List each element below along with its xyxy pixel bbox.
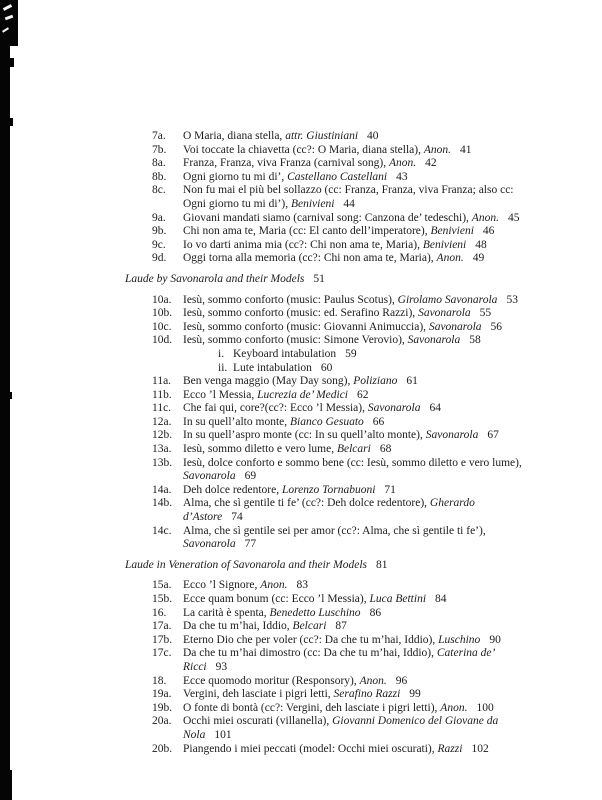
entry-page: 55 xyxy=(479,307,492,320)
entry-page: 100 xyxy=(476,701,494,714)
entry-number: 15a. xyxy=(152,579,172,592)
entry-page: 60 xyxy=(320,361,333,374)
entry-title xyxy=(183,130,358,142)
entry-title-text: O Maria, diana stella, xyxy=(183,130,286,142)
entry-attribution: Razzi xyxy=(437,742,463,755)
entry-number: 17b. xyxy=(152,633,173,646)
entry-page: 58 xyxy=(469,334,481,347)
toc-entry xyxy=(152,225,536,239)
entry-title xyxy=(183,634,480,646)
entry-attribution: Castellano Castellani xyxy=(287,170,388,183)
entry-page: 56 xyxy=(490,320,503,333)
entry-title xyxy=(233,348,336,360)
entry-title xyxy=(183,321,482,333)
entry-title-text: Iesù, sommo conforto (music: Paulus Scotus), xyxy=(183,293,398,306)
entry-page: 68 xyxy=(379,443,392,456)
entry-number: 19b. xyxy=(152,701,173,714)
entry-attribution: Anon. xyxy=(388,157,417,170)
entry-title xyxy=(183,157,416,169)
entry-title xyxy=(183,743,462,755)
table-of-contents xyxy=(125,130,536,756)
entry-title xyxy=(233,362,312,374)
entry-title-text: Che fai qui, core?(cc?: Ecco ’l Messia), xyxy=(183,402,368,415)
entry-title-text: O fonte di bontà (cc?: Vergini, deh lasciate i pigri letti), xyxy=(183,701,441,714)
entry-title xyxy=(183,334,460,346)
entry-attribution: Anon. xyxy=(423,143,452,156)
entry-title-text: Ben venga maggio (May Day song), xyxy=(183,375,354,388)
toc-entry xyxy=(152,144,536,158)
entry-page: 77 xyxy=(244,538,257,551)
entry-title xyxy=(183,484,375,496)
entry-title-text: Iesù, sommo conforto (music: Simone Verovio), xyxy=(183,334,408,347)
entry-title-text: Oggi torna alla memoria (cc?: Chi non ama te, Maria), xyxy=(183,252,437,265)
section-heading-text: Laude in Veneration of Savonarola and their Models xyxy=(125,558,368,571)
toc-entry xyxy=(152,715,536,742)
entry-attribution: Anon. xyxy=(440,701,468,714)
section-heading xyxy=(125,559,536,573)
toc-entry xyxy=(152,443,536,457)
toc-entry xyxy=(152,457,536,484)
entry-page: 67 xyxy=(487,429,499,442)
entry-attribution: Belcari xyxy=(292,620,327,633)
scan-edge-artifact xyxy=(0,118,13,126)
entry-number: 11a. xyxy=(152,375,172,388)
entry-attribution: Savonarola xyxy=(183,470,236,483)
entry-page: 53 xyxy=(506,293,518,306)
entry-attribution: Anon. xyxy=(436,252,464,265)
toc-entry xyxy=(152,525,536,552)
entry-title xyxy=(183,675,387,687)
entry-number: 13a. xyxy=(152,443,172,456)
entry-attribution: Lucrezia de’ Medici xyxy=(257,388,349,401)
toc-entry xyxy=(152,321,536,335)
entry-title-text: Ecco ’l Signore, xyxy=(183,579,261,592)
entry-number: 9d. xyxy=(152,252,167,265)
entry-number: 8c. xyxy=(152,184,166,197)
entry-title xyxy=(183,647,494,673)
entry-title-text: Ecce quam bonum (cc: Ecco ’l Messia), xyxy=(183,593,370,605)
entry-title xyxy=(183,457,522,483)
toc-entry xyxy=(152,157,536,171)
entry-title xyxy=(183,375,397,387)
entry-title-text: Io vo darti anima mia (cc?: Chi non ama te, Maria), xyxy=(183,238,423,251)
entry-title-text: Ecco ’l Messia, xyxy=(183,388,258,401)
entry-page: 90 xyxy=(489,633,501,646)
entry-title-text: Giovani mandati siamo (carnival song: Canzona de’ tedeschi), xyxy=(183,211,472,224)
entry-page: 93 xyxy=(215,660,228,673)
toc-entry xyxy=(152,702,536,716)
entry-title-text: Da che tu m’hai, Iddio, xyxy=(183,620,293,633)
entry-number: ii. xyxy=(218,361,228,374)
entry-page: 44 xyxy=(343,197,355,210)
entry-title xyxy=(183,252,464,264)
entry-title-text: Alma, che sì gentile ti fe’ (cc?: Deh dolce redentore), xyxy=(183,497,430,510)
entry-title-text: Non fu mai el più bel sollazzo (cc: Franza, Franza, viva Franza; also cc: Ogni giorno tu mi di’), xyxy=(183,184,514,210)
entry-page: 64 xyxy=(429,402,441,415)
entry-attribution: Benivieni xyxy=(422,238,467,251)
entry-attribution: Anon. xyxy=(260,579,288,592)
entry-page: 87 xyxy=(335,620,347,633)
entry-title-text: Keyboard intabulation xyxy=(233,347,337,360)
entry-title-text: Ecce quomodo moritur (Responsory), xyxy=(183,674,360,687)
toc-entry xyxy=(152,239,536,253)
entry-title xyxy=(183,607,361,619)
entry-number: 10d. xyxy=(152,334,173,347)
entry-page: 61 xyxy=(406,375,418,388)
entry-title xyxy=(183,225,474,237)
entry-page: 83 xyxy=(296,579,308,592)
toc-entry xyxy=(152,593,536,607)
entry-number: 8a. xyxy=(152,157,166,170)
section-heading-text: Laude by Savonarola and their Models xyxy=(125,272,305,285)
entry-title-text: Vergini, deh lasciate i pigri letti, xyxy=(183,688,334,701)
toc-entry xyxy=(152,688,536,702)
entry-number: 11b. xyxy=(152,388,172,401)
entry-attribution: Belcari xyxy=(336,443,371,456)
toc-entry xyxy=(152,171,536,185)
entry-number: 15b. xyxy=(152,593,173,605)
entry-page: 74 xyxy=(231,511,243,524)
entry-attribution: Anon. xyxy=(471,211,499,224)
entry-title-text: Piangendo i miei peccati (model: Occhi miei oscurati), xyxy=(183,742,438,755)
entry-attribution: Poliziano xyxy=(353,375,398,388)
entry-title xyxy=(183,402,420,414)
entry-page: 71 xyxy=(384,483,396,496)
entry-page: 69 xyxy=(244,470,257,483)
entry-attribution: Luca Bettini xyxy=(369,593,427,605)
entry-title xyxy=(183,294,497,306)
entry-attribution: Benedetto Luschino xyxy=(269,606,361,619)
entry-attribution: Benivieni xyxy=(430,225,474,238)
entry-title-text: Iesù, sommo diletto e vero lume, xyxy=(183,443,337,456)
entry-attribution: Bianco Gesuato xyxy=(290,415,364,428)
entry-title xyxy=(183,171,387,183)
entry-page: 49 xyxy=(472,252,485,265)
entry-number: 9a. xyxy=(152,211,166,224)
toc-entry xyxy=(152,634,536,648)
entry-number: 10b. xyxy=(152,307,173,320)
entry-attribution: Anon. xyxy=(359,674,387,687)
entry-title xyxy=(183,593,426,605)
entry-title-text: Iesù, sommo conforto (music: Giovanni Animuccia), xyxy=(183,320,429,333)
entry-attribution: attr. Giustiniani xyxy=(285,130,359,142)
entry-attribution: Savonarola xyxy=(183,538,236,551)
section-heading-page: 51 xyxy=(313,272,325,285)
entry-title-text: Voi toccate la chiavetta (cc?: O Maria, diana stella), xyxy=(183,143,424,156)
entry-attribution: Savonarola xyxy=(407,334,461,347)
entry-title-text: Alma, che sì gentile sei per amor (cc?: Alma, che sì gentile ti fe’), xyxy=(183,524,486,537)
entry-page: 96 xyxy=(395,674,408,687)
section-heading xyxy=(125,273,536,287)
toc-entry xyxy=(152,184,536,211)
toc-entry xyxy=(152,416,536,430)
entry-title xyxy=(183,443,371,455)
entry-title-text: Eterno Dio che per voler (cc?: Da che tu m’hai, Iddio), xyxy=(183,633,439,646)
entry-title-text: Franza, Franza, viva Franza (carnival song), xyxy=(183,157,389,170)
toc-entry xyxy=(152,497,536,524)
toc-entry xyxy=(152,252,536,266)
entry-attribution: Benivieni xyxy=(290,197,335,210)
entry-number: 7a. xyxy=(152,130,166,142)
entry-title-text: Chi non ama te, Maria (cc: El canto dell’imperatore), xyxy=(183,225,431,238)
entry-number: 11c. xyxy=(152,402,172,415)
entry-title xyxy=(183,525,486,551)
entry-number: 16. xyxy=(152,606,167,619)
entry-title xyxy=(183,429,478,441)
entry-title-text: Ogni giorno tu mi di’, xyxy=(183,170,288,183)
entry-page: 46 xyxy=(482,225,495,238)
entry-page: 86 xyxy=(369,606,382,619)
entry-number: 20b. xyxy=(152,742,173,755)
scan-edge-artifact xyxy=(0,770,12,800)
toc-entry xyxy=(152,647,536,674)
entry-title xyxy=(183,497,475,523)
entry-number: 12b. xyxy=(152,429,173,442)
entry-number: i. xyxy=(218,347,225,360)
entry-number: 14c. xyxy=(152,524,172,537)
toc-entry xyxy=(152,620,536,634)
entry-attribution: Luschino xyxy=(438,633,481,646)
entry-page: 99 xyxy=(409,688,421,701)
toc-entry xyxy=(152,579,536,593)
entry-title xyxy=(183,416,364,428)
toc-entry xyxy=(152,348,536,362)
entry-number: 13b. xyxy=(152,456,173,469)
entry-title-text: Lute intabulation xyxy=(233,361,312,374)
entry-number: 19a. xyxy=(152,688,172,701)
entry-title xyxy=(183,702,467,714)
entry-title xyxy=(183,389,348,401)
entry-page: 40 xyxy=(367,130,379,142)
entry-page: 43 xyxy=(396,170,408,183)
entry-attribution: Caterina de’ Ricci xyxy=(183,647,495,673)
entry-title xyxy=(183,307,471,319)
entry-title-text: Deh dolce redentore, xyxy=(183,483,282,496)
toc-entry xyxy=(152,294,536,308)
entry-number: 12a. xyxy=(152,415,172,428)
entry-attribution: Serafino Razzi xyxy=(333,688,401,701)
toc-entry xyxy=(152,130,536,144)
entry-number: 20a. xyxy=(152,715,172,728)
entry-page: 84 xyxy=(435,593,447,605)
toc-entry xyxy=(152,675,536,689)
entry-attribution: Savonarola xyxy=(418,307,471,320)
toc-entry xyxy=(152,375,536,389)
entry-number: 7b. xyxy=(152,143,167,156)
entry-number: 9b. xyxy=(152,225,167,238)
entry-attribution: Lorenzo Tornabuoni xyxy=(281,483,376,496)
entry-title-text: Occhi miei oscurati (villanella), xyxy=(183,715,333,728)
entry-page: 48 xyxy=(475,238,487,251)
toc-entry xyxy=(152,212,536,226)
entry-title xyxy=(183,620,326,632)
entry-title-text: Da che tu m’hai dimostro (cc: Da che tu m’hai, Iddio), xyxy=(183,647,437,660)
entry-page: 59 xyxy=(345,347,357,360)
entry-title-text: In su quell’aspro monte (cc: In su quell’alto monte), xyxy=(183,429,426,442)
toc-entry xyxy=(152,389,536,403)
entry-title xyxy=(183,144,451,156)
entry-attribution: Savonarola xyxy=(367,402,421,415)
entry-number: 14b. xyxy=(152,497,173,510)
entry-title xyxy=(183,239,466,251)
entry-page: 101 xyxy=(214,728,232,741)
entry-page: 62 xyxy=(357,388,369,401)
scan-edge-artifact xyxy=(0,392,12,399)
entry-attribution: Girolamo Savonarola xyxy=(397,293,498,306)
entry-title xyxy=(183,579,287,591)
entry-page: 66 xyxy=(372,415,385,428)
toc-entry xyxy=(152,607,536,621)
entry-title-text: La carità è spenta, xyxy=(183,606,270,619)
entry-title-text: In su quell’alto monte, xyxy=(183,415,290,428)
toc-entry xyxy=(152,362,536,376)
entry-title-text: Iesù, sommo conforto (music: ed. Serafino Razzi), xyxy=(183,307,419,320)
entry-number: 17a. xyxy=(152,620,172,633)
entry-number: 10a. xyxy=(152,293,172,306)
toc-entry xyxy=(152,429,536,443)
section-heading-page: 81 xyxy=(376,558,388,571)
entry-number: 14a. xyxy=(152,483,172,496)
toc-entry xyxy=(152,743,536,757)
entry-attribution: Gherardo d’Astore xyxy=(183,497,475,524)
entry-page: 45 xyxy=(507,211,520,224)
entry-title xyxy=(183,688,400,700)
toc-entry xyxy=(152,334,536,348)
toc-entry xyxy=(152,307,536,321)
entry-number: 9c. xyxy=(152,238,166,251)
toc-entry xyxy=(152,402,536,416)
toc-entry xyxy=(152,484,536,498)
entry-attribution: Savonarola xyxy=(428,320,482,333)
entry-page: 42 xyxy=(425,157,437,170)
entry-title-text: Iesù, dolce conforto e sommo bene (cc: Iesù, sommo diletto e vero lume), xyxy=(183,456,522,469)
entry-number: 17c. xyxy=(152,647,172,660)
entry-attribution: Savonarola xyxy=(425,429,479,442)
entry-page: 102 xyxy=(471,742,489,755)
entry-page: 41 xyxy=(460,143,472,156)
entry-number: 10c. xyxy=(152,320,172,333)
entry-attribution: Giovanni Domenico del Giovane da Nola xyxy=(183,715,499,741)
scan-edge-artifact xyxy=(0,58,14,67)
entry-number: 18. xyxy=(152,674,167,687)
entry-title xyxy=(183,212,499,224)
entry-number: 8b. xyxy=(152,170,167,183)
